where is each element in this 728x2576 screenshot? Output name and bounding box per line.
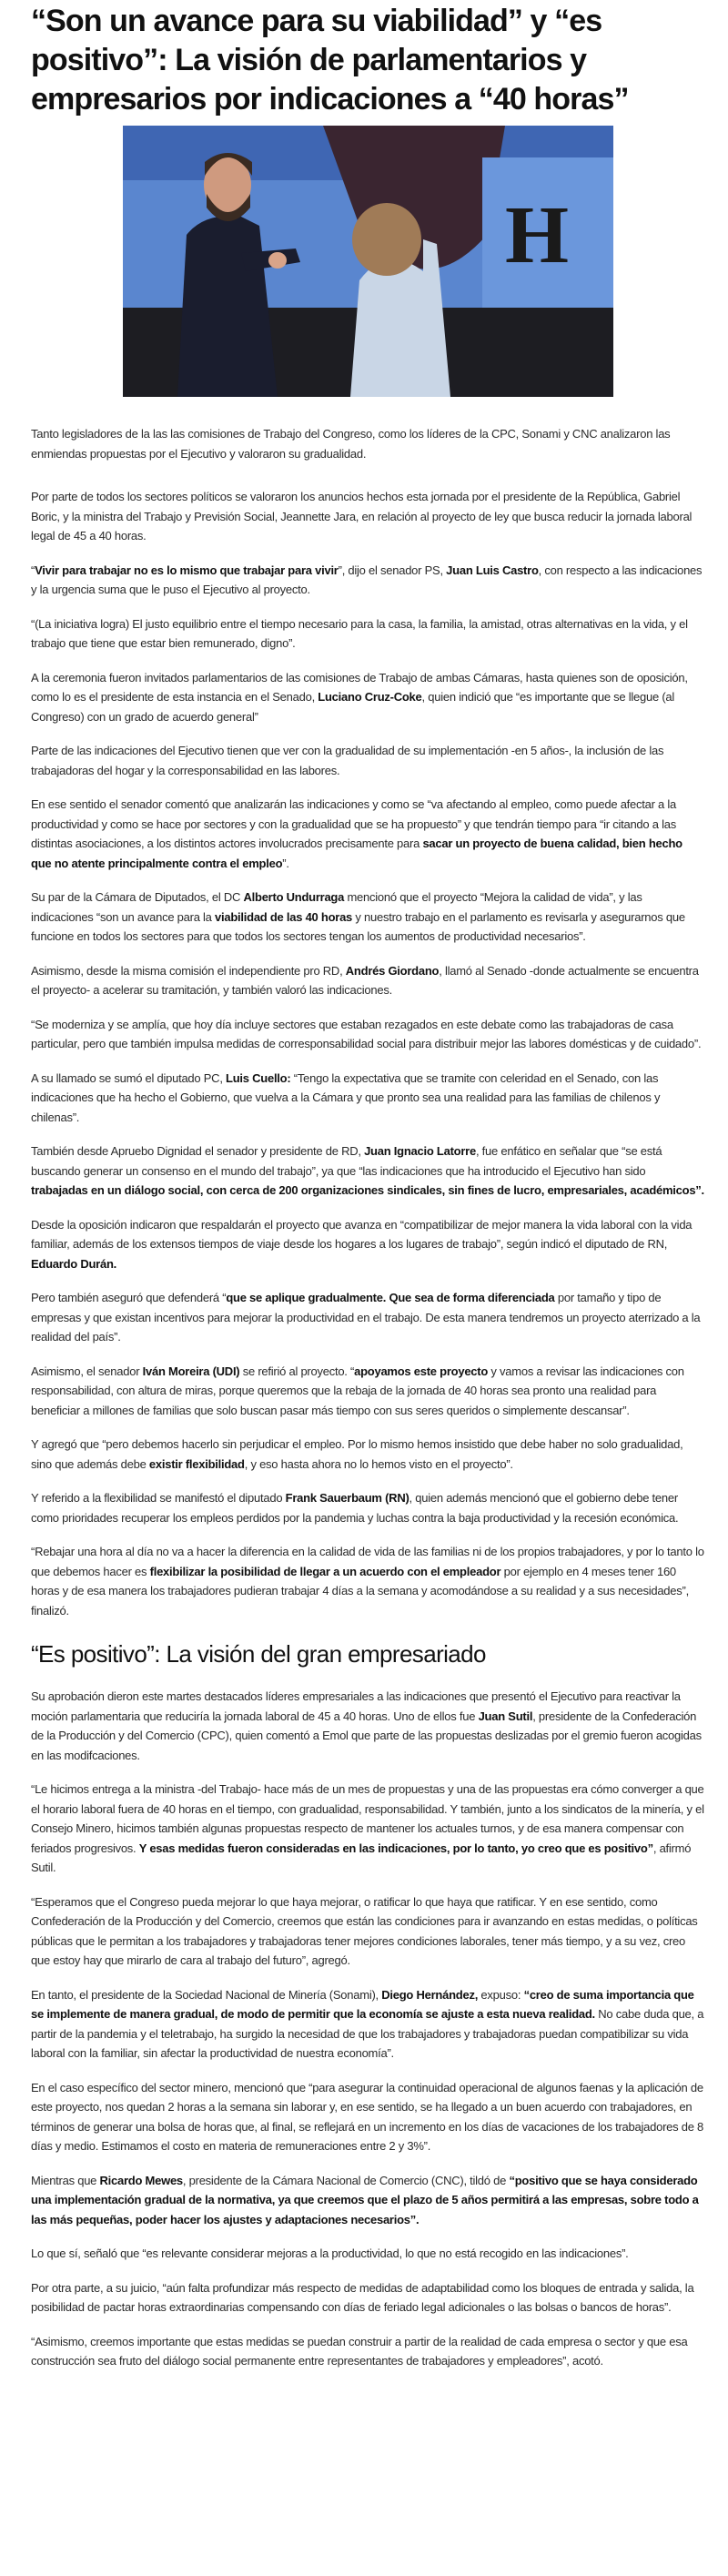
paragraph-text: “(La iniciativa logra) El justo equilibrio entre el tiempo necesario para la casa, la familia, la amistad, otras alternativas en la vida, y el trabajo que tiene que estar bien remunerado, digno”. xyxy=(31,616,688,650)
article-section-parlamentarios xyxy=(31,424,704,1620)
article-paragraph xyxy=(31,1435,704,1474)
bold-text: trabajadas en un diálogo social, con cerca de 200 organizaciones sindicales, sin fines de lucro, empresariales, académicos”. xyxy=(31,1183,704,1197)
article-paragraph xyxy=(31,1687,704,1765)
paragraph-text: Lo que sí, señaló que “es relevante considerar mejoras a la productividad, lo que no está recogido en las indicaciones”. xyxy=(31,2246,629,2260)
article-paragraph xyxy=(31,1288,704,1347)
article-paragraph xyxy=(31,1362,704,1421)
bold-text: “positivo que se haya considerado una implementación gradual de la normativa, ya que creemos que el plazo de 5 años permitirá a las empresas, sobre todo a las más pequeñas, poder hacer los ajustes y adaptaciones necesarios”. xyxy=(31,2173,699,2226)
article-paragraph xyxy=(31,2171,704,2230)
paragraph-text: Pero también aseguró que defenderá “ xyxy=(31,1291,227,1304)
article-subheading: “Es positivo”: La visión del gran empresariado xyxy=(31,1640,486,1668)
paragraph-text: A la ceremonia fueron invitados parlamentarios de las comisiones de Trabajo de ambas Cámaras, hasta quienes son de oposición, como lo es el presidente de esta instancia en el Senado, xyxy=(31,670,688,704)
paragraph-text: Asimismo, el senador xyxy=(31,1364,143,1378)
article-paragraph xyxy=(31,2278,704,2317)
paragraph-text: por tamaño y tipo de empresas y que existan incentivos para mejorar la productividad en el trabajo. De esta manera tendremos un proyecto aterrizado a la realidad del país”. xyxy=(31,1291,701,1344)
bold-text: Alberto Undurraga xyxy=(243,890,345,904)
paragraph-text: Desde la oposición indicaron que respaldarán el proyecto que avanza en “compatibilizar de mejor manera la vida laboral con la vida familiar, además de los extensos tiempos de viaje desde los hogares a los lugares de trabajo”, según indicó el diputado de RN, xyxy=(31,1217,693,1251)
article-paragraph xyxy=(31,2078,704,2156)
paragraph-text: Mientras que xyxy=(31,2173,100,2187)
paragraph-text: Y agregó que “pero debemos hacerlo sin perjudicar el empleo. Por lo mismo hemos insistido que debe haber no solo gradualidad, sino que además debe xyxy=(31,1437,683,1471)
article-paragraph xyxy=(31,424,704,463)
article-paragraph xyxy=(31,1069,704,1128)
svg-text:H: H xyxy=(504,190,569,280)
bold-text: que se aplique gradualmente. Que sea de forma diferenciada xyxy=(226,1291,555,1304)
paragraph-text: “Rebajar una hora al día no va a hacer la diferencia en la calidad de vida de las familias ni de los propios trabajadores, y por lo tanto lo que debemos hacer es xyxy=(31,1545,704,1578)
article-section-empresariado xyxy=(31,1687,704,2371)
paragraph-text: , llamó al Senado -donde actualmente se encuentra el proyecto- a acelerar su tramitación, y también valoró las indicaciones. xyxy=(31,963,699,997)
bold-text: Luciano Cruz-Coke xyxy=(318,690,422,704)
article-paragraph xyxy=(31,1542,704,1620)
paragraph-text: , quien además mencionó que el gobierno debe tener como prioridades recuperar los empleos perdidos por la pandemia y luchas contra la baja productividad y la recesión económica. xyxy=(31,1491,679,1525)
paragraph-text: En tanto, el presidente de la Sociedad Nacional de Minería (Sonami), xyxy=(31,1987,382,2002)
bold-text: Juan Sutil xyxy=(478,1709,533,1723)
article-paragraph xyxy=(31,1015,704,1054)
paragraph-text: mencionó que el proyecto “Mejora la calidad de vida”, y las indicaciones “son un avance para la xyxy=(31,890,642,924)
bold-text: Andrés Giordano xyxy=(345,963,440,978)
bold-text: viabilidad de las 40 horas xyxy=(215,909,353,924)
bold-text: apoyamos este proyecto xyxy=(354,1364,489,1378)
article-paragraph xyxy=(31,561,704,600)
paragraph-text: , presidente de la Cámara Nacional de Comercio (CNC), tildó de xyxy=(182,2173,510,2187)
bold-text: Y esas medidas fueron consideradas en las indicaciones, por lo tanto, yo creo que es positivo” xyxy=(138,1841,653,1855)
article-paragraph xyxy=(31,614,704,654)
bold-text: Diego Hernández, xyxy=(381,1987,479,2002)
article-paragraph xyxy=(31,1215,704,1274)
article-title: “Son un avance para su viabilidad” y “es positivo”: La visión de parlamentarios y empresarios por indicaciones a “40 horas” xyxy=(31,4,629,117)
article-paragraph xyxy=(31,887,704,947)
paragraph-text: , afirmó Sutil. xyxy=(31,1841,692,1874)
article-paragraph xyxy=(31,795,704,873)
article-paragraph xyxy=(31,1892,704,1971)
article-paragraph xyxy=(31,741,704,780)
bold-text: Juan Ignacio Latorre xyxy=(364,1144,476,1158)
article-paragraph xyxy=(31,1780,704,1878)
paragraph-text: , y eso hasta ahora no lo hemos visto en el proyecto”. xyxy=(244,1456,513,1471)
bold-text: existir flexibilidad xyxy=(148,1456,245,1471)
paragraph-text: Parte de las indicaciones del Ejecutivo tienen que ver con la gradualidad de su implementación -en 5 años-, la inclusión de las trabajadoras del hogar y la corresponsabilidad en las labores. xyxy=(31,744,664,777)
paragraph-text: A su llamado se sumó el diputado PC, xyxy=(31,1070,227,1085)
paragraph-text: Su aprobación dieron este martes destacados líderes empresariales a las indicaciones que presentó el Ejecutivo para reactivar la moción parlamentaria que reduciría la jornada laboral de 45 a 40 horas. Uno de ellos fue xyxy=(31,1689,681,1723)
paragraph-text: En ese sentido el senador comentó que analizarán las indicaciones y como se “va afectando al empleo, como puede afectar a la productividad y como se hace por sectores y con la gradualidad que se ha propuesto” y que tendrán tiempo para “ir citando a las distintas asociaciones, a los distintos actores involucrados precisamente para xyxy=(31,797,677,850)
paragraph-text: y vamos a revisar las indicaciones con responsabilidad, con altura de miras, porque queremos que la rebaja de la jornada de 40 horas sea pronto una realidad para beneficiar a millones de familias que solo buscan pasar más tiempo con sus seres queridos o simplemente descansar”. xyxy=(31,1364,684,1417)
article-paragraph xyxy=(31,2332,704,2371)
paragraph-text: “ xyxy=(31,563,35,577)
paragraph-text: Por parte de todos los sectores políticos se valoraron los anuncios hechos esta jornada por el presidente de la República, Gabriel Boric, y la ministra del Trabajo y Previsión Social, Jeannette Jara, en relación al proyecto de ley que busca reducir la jornada laboral legal de 45 a 40 horas. xyxy=(31,490,693,543)
paragraph-text: “Se moderniza y se amplía, que hoy día incluye sectores que estaban rezagados en este debate como las trabajadoras de casa particular, pero que también impulsa medidas de corresponsabilidad social para distribuir mejor las labores domésticas y de cuidado”. xyxy=(31,1017,702,1050)
photo-illustration xyxy=(123,126,613,397)
paragraph-text: Por otra parte, a su juicio, “aún falta profundizar más respecto de medidas de adaptabilidad como los bloques de entrada y salida, la posibilidad de pactar horas extraordinarias compensando con días de feriado legal adicionales o las bolsas o bancos de horas”. xyxy=(31,2280,694,2314)
article-paragraph xyxy=(31,2244,704,2264)
article-body xyxy=(31,424,704,2371)
article-paragraph xyxy=(31,961,704,1000)
bold-text: sacar un proyecto de buena calidad, bien hecho que no atente principalmente contra el empleo xyxy=(31,837,682,870)
paragraph-text: “Asimismo, creemos importante que estas medidas se puedan construir a partir de la realidad de cada empresa o sector y que esa construcción sea fruto del diálogo social permanente entre representantes de trabajadores y empleadores”, acotó. xyxy=(31,2334,688,2368)
paragraph-text: se refirió al proyecto. “ xyxy=(239,1364,355,1378)
bold-text: flexibilizar la posibilidad de llegar a un acuerdo con el empleador xyxy=(149,1564,501,1578)
article-photo xyxy=(123,126,613,397)
article-paragraph xyxy=(31,1141,704,1201)
paragraph-text: ”, dijo el senador PS, xyxy=(338,563,447,577)
paragraph-text: También desde Apruebo Dignidad el senador y presidente de RD, xyxy=(31,1144,365,1158)
article-paragraph xyxy=(31,1488,704,1527)
bold-text: “creo de suma importancia que se implemente de manera gradual, de modo de permitir que la economía se ajuste a esta nueva realidad. xyxy=(31,1987,694,2021)
paragraph-text: por ejemplo en 4 meses tener 160 horas y de esa manera los trabajadores pudieran trabajar 4 días a la semana y acomodándose a su realidad y a sus necesidades”, finalizó. xyxy=(31,1564,689,1618)
bold-text: Vivir para trabajar no es lo mismo que trabajar para vivir xyxy=(35,563,339,577)
paragraph-text: Y referido a la flexibilidad se manifestó el diputado xyxy=(31,1491,286,1505)
bold-text: Frank Sauerbaum (RN) xyxy=(285,1491,410,1505)
paragraph-text: ”. xyxy=(282,856,289,870)
bold-text: Eduardo Durán. xyxy=(31,1256,117,1271)
bold-text: Ricardo Mewes xyxy=(99,2173,183,2187)
article-paragraph xyxy=(31,487,704,546)
paragraph-text: , con respecto a las indicaciones y la urgencia suma que le puso el Ejecutivo al proyecto. xyxy=(31,563,703,596)
paragraph-text: Su par de la Cámara de Diputados, el DC xyxy=(31,890,244,904)
paragraph-text: “Tengo la expectativa que se tramite con celeridad en el Senado, con las indicaciones que ha hecho el Gobierno, que vuelva a la Cámara y que pronto sea una realidad para las familias de chilenos y chilenas”. xyxy=(31,1070,661,1124)
bold-text: Luis Cuello: xyxy=(226,1070,291,1085)
paragraph-text: Tanto legisladores de la las las comisiones de Trabajo del Congreso, como los líderes de la CPC, Sonami y CNC analizaron las enmiendas propuestas por el Ejecutivo y valoraron su gradualidad. xyxy=(31,427,671,461)
paragraph-text: , fue enfático en señalar que “se está buscando generar un consenso en el mundo del trabajo”, ya que “las indicaciones que ha introducido el Ejecutivo han sido xyxy=(31,1144,662,1178)
article-paragraph xyxy=(31,1985,704,2064)
paragraph-text: expuso: xyxy=(478,1987,524,2002)
paragraph-text: y nuestro trabajo en el parlamento es revisarla y asegurarnos que funcione en todos los sectores para que todos los sectores tengan los aumentos de productividad necesarios”. xyxy=(31,909,685,943)
article-paragraph xyxy=(31,668,704,727)
paragraph-text: En el caso específico del sector minero, mencionó que “para asegurar la continuidad operacional de algunos faenas y la aplicación de este proyecto, nos quedan 2 horas a la semana sin laborar y, en ese sentido, se ha llegado a un buen acuerdo con trabajadores, en términos de generar una bolsa de horas que, al final, se reflejará en un incremento en los días de vacaciones de los trabajadores de 8 días y medio. Estimamos el costo en materia de remuneraciones entre 2 y 3%”. xyxy=(31,2080,704,2153)
paragraph-text: No cabe duda que, a partir de la pandemia y el teletrabajo, ha surgido la necesidad de que los trabajadores y trabajadoras puedan compatibilizar su vida laboral con la familiar, sin afectar la productividad de nuestra economía”. xyxy=(31,2007,704,2060)
paragraph-text: “Le hicimos entrega a la ministra -del Trabajo- hace más de un mes de propuestas y una de las propuestas era cómo converger a que el horario laboral fuera de 40 horas en el tiempo, con gradualidad, responsabilidad. Y también, junto a los sindicatos de la minería, y el Consejo Minero, hicimos también algunas propuestas respecto de mantener los actuales turnos, y de esa manera compensar con feriados progresivos. xyxy=(31,1782,704,1855)
paragraph-text: , presidente de la Confederación de la Producción y del Comercio (CPC), quien comentó a Emol que parte de las propuestas deslizadas por el gremio fueron acogidas en las modifcaciones. xyxy=(31,1709,702,1762)
paragraph-text: Asimismo, desde la misma comisión el independiente pro RD, xyxy=(31,963,346,978)
bold-text: Iván Moreira (UDI) xyxy=(142,1364,240,1378)
paragraph-text: , quien indició que “es importante que se llegue (al Congreso) con un grado de acuerdo general” xyxy=(31,690,675,724)
bold-text: Juan Luis Castro xyxy=(446,563,539,577)
paragraph-text: “Esperamos que el Congreso pueda mejorar lo que haya mejorar, o ratificar lo que haya que ratificar. Y en ese sentido, como Confederación de la Producción y del Comercio, creemos que están las condiciones para ir avanzando en estas medidas, o políticas públicas que le permitan a los trabajadores y trabajadoras tener mejores condiciones laborales, tener más tiempo, y a su vez, creo que estoy hay que mirarlo de cara al trabajo del futuro”, agregó. xyxy=(31,1894,698,1967)
